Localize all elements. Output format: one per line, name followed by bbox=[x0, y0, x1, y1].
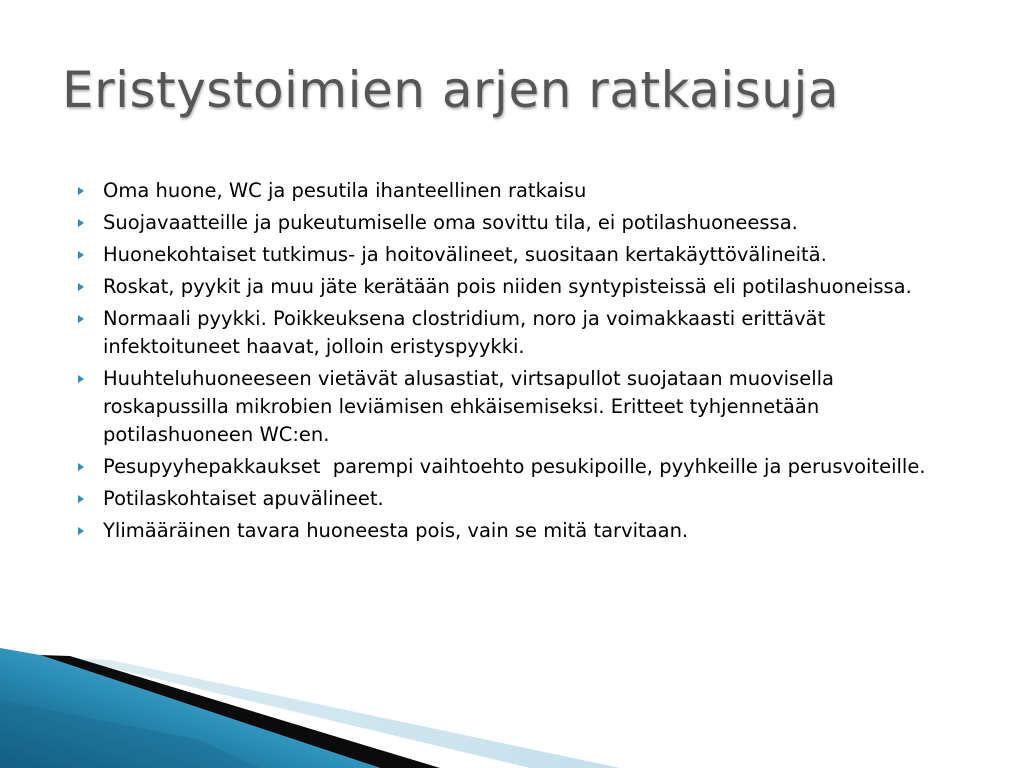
slide-title: Eristystoimien arjen ratkaisuja bbox=[62, 61, 839, 119]
triangle-right-icon bbox=[78, 315, 84, 323]
list-item bbox=[74, 365, 954, 449]
triangle-right-icon bbox=[78, 375, 84, 383]
bullet-text: Roskat, pyykit ja muu jäte kerätään pois niiden syntypisteissä eli potilashuoneissa. bbox=[103, 275, 912, 298]
list-item bbox=[74, 273, 954, 301]
triangle-right-icon bbox=[78, 219, 84, 227]
bullet-text: Normaali pyykki. Poikkeuksena clostridium, noro ja voimakkaasti erittävät infektoituneet haavat, jolloin eristyspyykki. bbox=[103, 307, 826, 358]
triangle-right-icon bbox=[78, 495, 84, 503]
bullet-text: Pesupyyhepakkaukset parempi vaihtoehto pesukipoille, pyyhkeille ja perusvoiteille. bbox=[103, 455, 926, 478]
list-item bbox=[74, 209, 954, 237]
bullet-text: Oma huone, WC ja pesutila ihanteellinen ratkaisu bbox=[103, 179, 587, 202]
list-item bbox=[74, 177, 954, 205]
list-item bbox=[74, 485, 954, 513]
bullet-text: Suojavaatteille ja pukeutumiselle oma sovittu tila, ei potilashuoneessa. bbox=[103, 211, 798, 234]
bullet-text: Huonekohtaiset tutkimus- ja hoitovälineet, suositaan kertakäyttövälineitä. bbox=[103, 243, 827, 266]
list-item bbox=[74, 517, 954, 545]
list-item bbox=[74, 453, 954, 481]
triangle-right-icon bbox=[78, 251, 84, 259]
triangle-right-icon bbox=[78, 187, 84, 195]
bullet-text: Huuhteluhuoneeseen vietävät alusastiat, virtsapullot suojataan muovisella roskapussilla mikrobien leviämisen ehkäisemiseksi. Eritteet tyhjennetään potilashuoneen WC:en. bbox=[103, 367, 834, 446]
triangle-right-icon bbox=[78, 527, 84, 535]
triangle-right-icon bbox=[78, 463, 84, 471]
list-item bbox=[74, 241, 954, 269]
bullet-text: Ylimääräinen tavara huoneesta pois, vain se mitä tarvitaan. bbox=[103, 519, 689, 542]
triangle-right-icon bbox=[78, 283, 84, 291]
bullet-list bbox=[74, 177, 954, 549]
bullet-text: Potilaskohtaiset apuvälineet. bbox=[103, 487, 384, 510]
list-item bbox=[74, 305, 954, 361]
